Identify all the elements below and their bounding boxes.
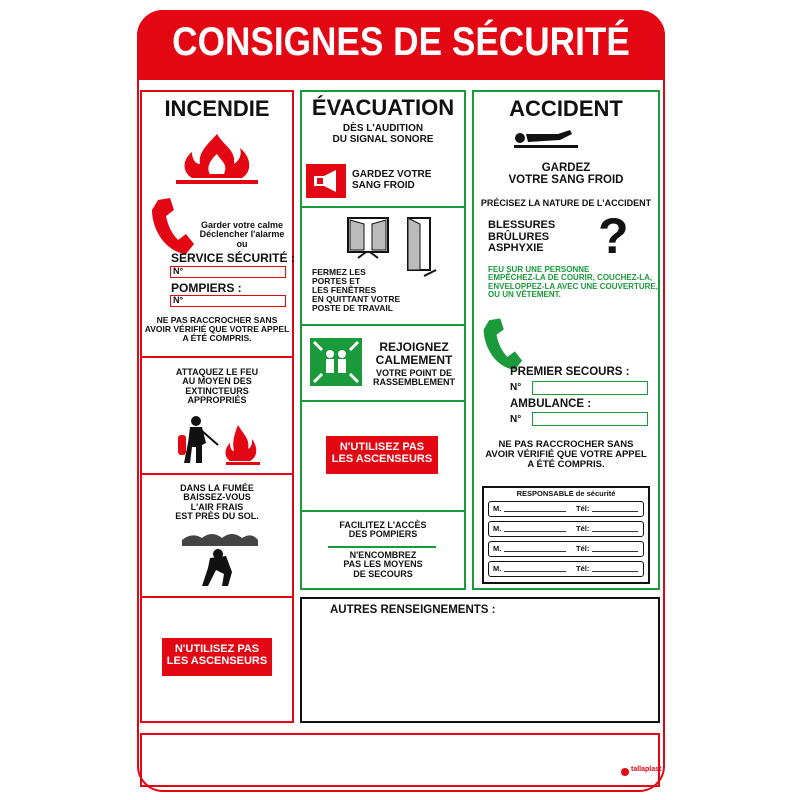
feu-text <box>488 266 658 300</box>
point-line-2: RASSEMBLEMENT <box>372 377 455 388</box>
incendie-ascenseurs-box <box>162 638 272 676</box>
premier-no-prefix: N° <box>510 382 522 393</box>
fumee-line-4: EST PRÈS DU SOL. <box>175 511 259 522</box>
evacuation-sub <box>300 124 466 145</box>
acc-raccrocher-line-2: AVOIR VÉRIFIÉ QUE VOTRE APPEL <box>485 448 647 460</box>
fermez-line-4: EN QUITTANT VOTRE <box>312 293 401 304</box>
resp-m-1: M. <box>493 504 502 513</box>
facilitez-text <box>300 521 466 540</box>
evac-gardez-text <box>352 170 462 191</box>
crouch-smoke-icon <box>180 530 260 590</box>
calm-line-2: Déclencher l'alarme <box>199 229 285 240</box>
evac-divider-3 <box>300 400 466 402</box>
raccrocher-line-2: AVOIR VÉRIFIÉ QUE VOTRE APPEL <box>144 323 290 334</box>
feu-line-3: ENVELOPPEZ-LA AVEC UNE COUVERTURE, <box>488 281 658 291</box>
extinguisher-person-icon <box>172 415 262 467</box>
attaquez-line-1: ATTAQUEZ LE FEU <box>175 367 259 377</box>
resp-tel-4: Tél: <box>576 564 590 573</box>
responsable-row-1[interactable] <box>488 501 644 517</box>
evac-divider-4 <box>300 510 466 512</box>
resp-tel-3: Tél: <box>576 544 590 553</box>
attaquez-text <box>142 368 292 406</box>
raccrocher-line-1: NE PAS RACCROCHER SANS <box>156 315 278 325</box>
evac-ascenseurs-line-1: N'UTILISEZ PAS <box>339 441 425 453</box>
feu-line-4: OU UN VÊTEMENT. <box>488 290 561 300</box>
encombrez-line-3: DE SECOURS <box>353 568 413 579</box>
fermez-line-3: LES FENÊTRES <box>312 284 377 295</box>
brand-mark-icon <box>620 767 630 777</box>
type-blessures: BLESSURES <box>488 219 556 231</box>
ascenseurs-line-1: N'UTILISEZ PAS <box>174 643 260 655</box>
resp-tel-2: Tél: <box>576 524 590 533</box>
evac-ascenseurs-line-2: LES ASCENSEURS <box>331 452 433 465</box>
fermez-line-1: FERMEZ LES <box>312 267 366 277</box>
rejoignez-line-2: CALMEMENT <box>375 352 453 367</box>
pompiers-label: POMPIERS : <box>171 281 242 295</box>
accident-raccrocher-text <box>472 440 660 470</box>
premier-secours-field[interactable] <box>532 381 648 395</box>
precisez-text: PRÉCISEZ LA NATURE DE L'ACCIDENT <box>480 198 652 208</box>
resp-tel-line-2 <box>592 531 638 532</box>
resp-tel-line-4 <box>592 571 638 572</box>
fumee-text <box>142 484 292 522</box>
resp-m-line-1 <box>504 511 566 512</box>
incendie-divider-2 <box>140 473 294 475</box>
resp-m-4: M. <box>493 564 502 573</box>
phone-icon <box>148 196 196 258</box>
service-no-prefix: N° <box>173 266 184 276</box>
encombrez-text <box>300 551 466 579</box>
bottom-strip <box>140 733 660 787</box>
incendie-divider-1 <box>140 356 294 358</box>
pompiers-field[interactable] <box>170 295 286 307</box>
fermez-text <box>312 268 422 313</box>
fermez-line-2: PORTES ET <box>312 275 361 286</box>
calm-line-3: ou <box>236 238 248 249</box>
type-brulures: BRÛLURES <box>488 230 550 243</box>
question-mark-icon: ? <box>598 208 629 264</box>
resp-m-line-4 <box>504 571 566 572</box>
encombrez-line-1: N'ENCOMBREZ <box>349 550 417 560</box>
accident-heading: ACCIDENT <box>509 96 623 121</box>
lying-person-icon <box>514 128 578 150</box>
responsable-row-2[interactable] <box>488 521 644 537</box>
accident-gardez-text <box>472 162 660 186</box>
evac-ascenseurs-box <box>326 436 438 474</box>
evac-sub-line-2: DU SIGNAL SONORE <box>332 133 434 145</box>
point-text <box>364 369 464 388</box>
raccrocher-line-3: A ÉTÉ COMPRIS. <box>182 332 252 343</box>
point-line-1: VOTRE POINT DE <box>375 368 452 378</box>
pompiers-no-prefix: N° <box>173 295 184 305</box>
acc-raccrocher-line-3: A ÉTÉ COMPRIS. <box>527 458 605 470</box>
ambulance-label: AMBULANCE : <box>510 398 592 410</box>
responsable-row-3[interactable] <box>488 541 644 557</box>
resp-m-line-3 <box>504 551 566 552</box>
accident-types <box>488 220 588 255</box>
premier-secours-label: PREMIER SECOURS : <box>510 366 630 378</box>
acc-raccrocher-line-1: NE PAS RACCROCHER SANS <box>498 439 634 450</box>
brand-logo <box>620 766 664 778</box>
evac-gardez-line-2: SANG FROID <box>352 179 415 191</box>
resp-m-line-2 <box>504 531 566 532</box>
calm-line-1: Garder votre calme <box>200 220 284 230</box>
ambulance-field[interactable] <box>532 412 648 426</box>
fermez-line-5: POSTE DE TRAVAIL <box>312 302 393 313</box>
rejoignez-line-1: REJOIGNEZ <box>379 340 449 354</box>
evac-divider-1 <box>300 206 466 208</box>
evac-divider-2 <box>300 324 466 326</box>
encombrez-line-2: PAS LES MOYENS <box>343 559 423 570</box>
type-asphyxie: ASPHYXIE <box>488 242 544 255</box>
service-securite-field[interactable] <box>170 266 286 278</box>
resp-m-2: M. <box>493 524 502 533</box>
fumee-line-3: L'AIR FRAIS <box>190 501 244 512</box>
ambulance-no-prefix: N° <box>510 414 522 425</box>
evac-sub-line-1: DÈS L'AUDITION <box>342 123 424 134</box>
attaquez-line-3: EXTINCTEURS <box>185 385 249 396</box>
incendie-calm-text <box>192 221 292 249</box>
assembly-point-icon <box>310 338 362 386</box>
service-securite-label: SERVICE SÉCURITÉ : <box>171 251 295 265</box>
resp-tel-line-1 <box>592 511 638 512</box>
resp-tel-1: Tél: <box>576 504 590 513</box>
responsable-row-4[interactable] <box>488 561 644 577</box>
feu-line-2: EMPÊCHEZ-LA DE COURIR, COUCHEZ-LA, <box>488 273 653 283</box>
accident-gardez-line-1: GARDEZ <box>541 162 591 174</box>
autres-label: AUTRES RENSEIGNEMENTS : <box>330 604 496 616</box>
attaquez-line-4: APPROPRIÉS <box>187 395 247 406</box>
resp-m-3: M. <box>493 544 502 553</box>
feu-line-1: FEU SUR UNE PERSONNE <box>488 265 590 274</box>
facilitez-line-1: FACILITEZ L'ACCÈS <box>339 520 427 530</box>
attaquez-line-2: AU MOYEN DES <box>182 376 252 387</box>
page-title: CONSIGNES DE SÉCURITÉ <box>172 20 630 64</box>
fumee-line-1: DANS LA FUMÉE <box>180 483 254 493</box>
fumee-line-2: BAISSEZ-VOUS <box>183 492 251 503</box>
ascenseurs-line-2: LES ASCENSEURS <box>166 654 268 667</box>
incendie-heading: INCENDIE <box>164 96 270 121</box>
evac-gardez-line-1: GARDEZ VOTRE <box>352 169 432 180</box>
fire-warning-icon <box>172 132 262 186</box>
evacuation-heading: ÉVACUATION <box>311 95 455 120</box>
accident-gardez-line-2: VOTRE SANG FROID <box>508 174 624 187</box>
facilitez-underline <box>328 546 436 548</box>
responsable-title: RESPONSABLE de sécurité <box>516 489 616 498</box>
rejoignez-text <box>364 341 464 366</box>
siren-icon <box>306 164 346 198</box>
resp-tel-line-3 <box>592 551 638 552</box>
facilitez-line-2: DES POMPIERS <box>348 529 418 540</box>
incendie-raccrocher-text <box>142 316 292 343</box>
brand-text: tallaplast <box>631 766 662 773</box>
incendie-divider-3 <box>140 596 294 598</box>
